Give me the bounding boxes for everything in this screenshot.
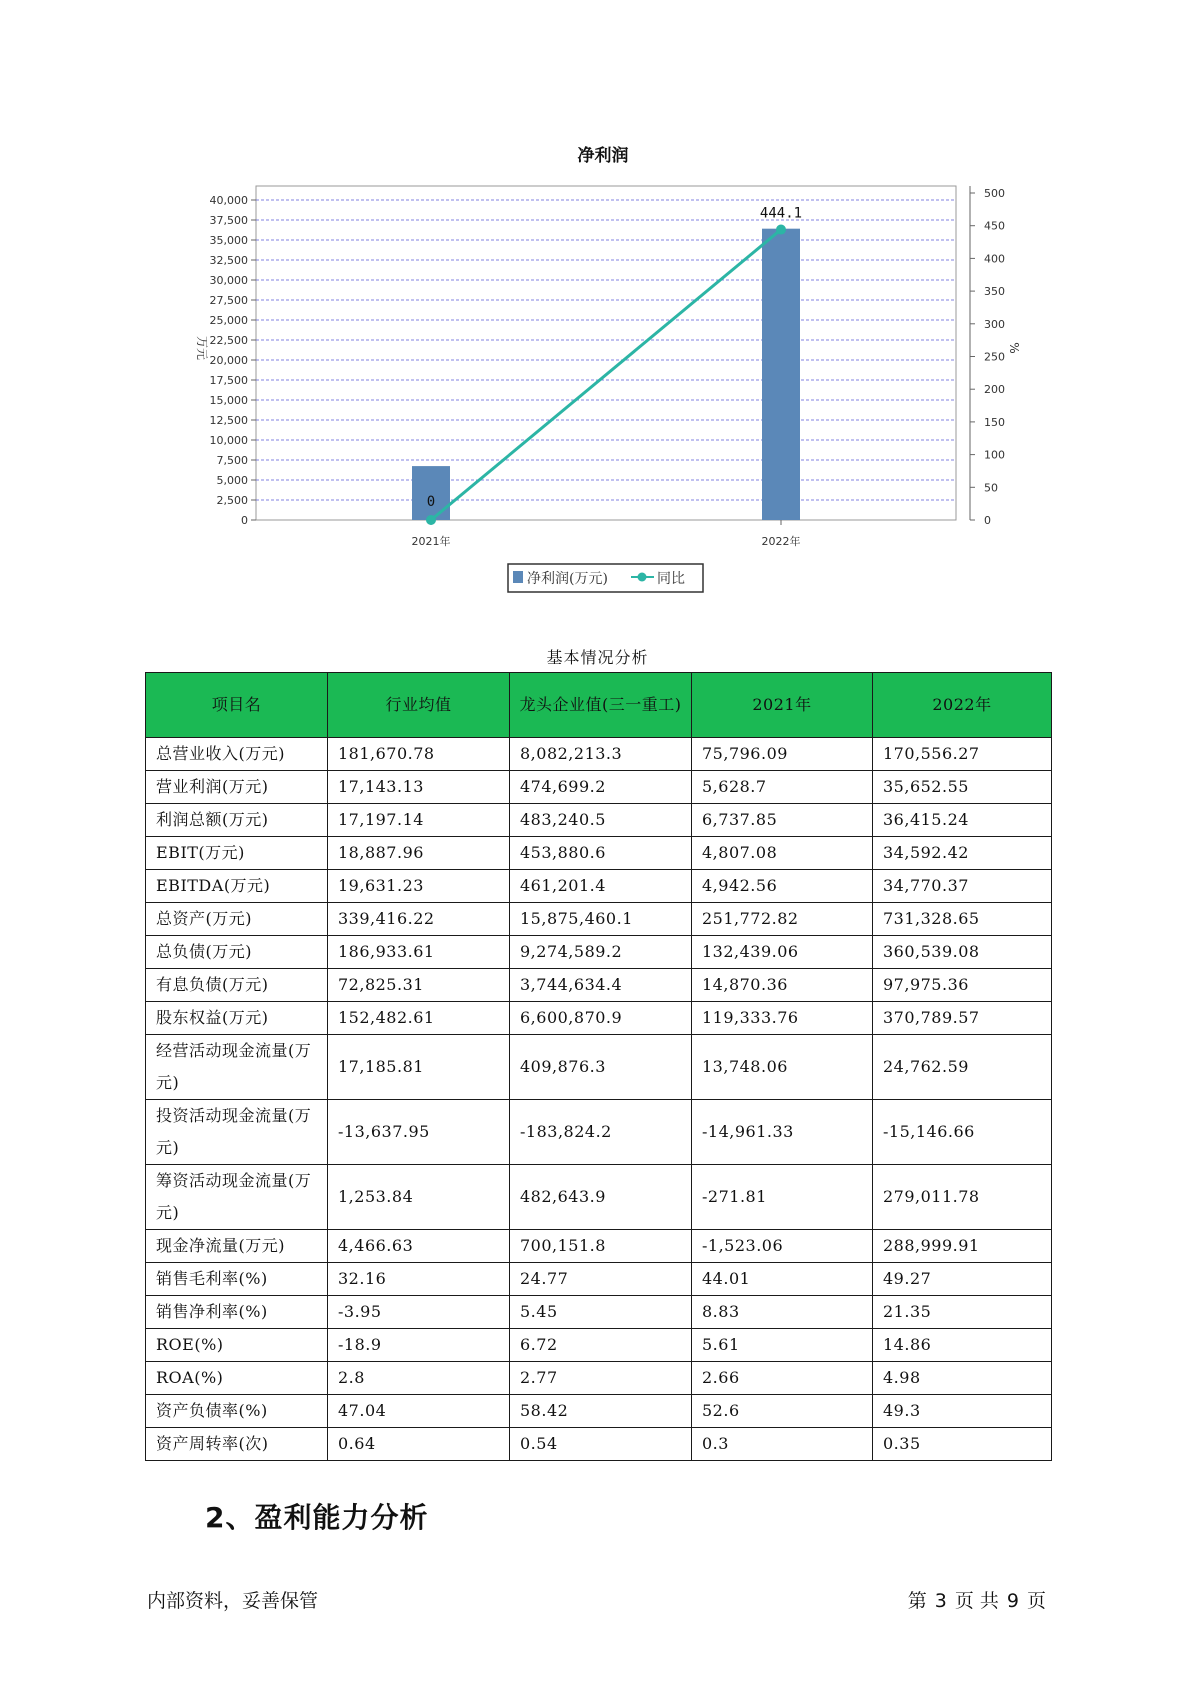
legend-line-label: 同比 [657,571,685,587]
header-industry-avg: 行业均值 [328,673,510,738]
value-cell: -18.9 [328,1329,510,1362]
value-cell: 6,737.85 [692,804,873,837]
row-label-cell: 现金净流量(万元) [146,1230,328,1263]
footer-confidential-note: 内部资料，妥善保管 [147,1590,319,1612]
table-row [146,1230,1052,1263]
value-cell: 8.83 [692,1296,873,1329]
row-label-cell: ROE(%) [146,1329,328,1362]
value-cell: 409,876.3 [510,1035,692,1100]
value-cell: 474,699.2 [510,771,692,804]
right-tick-label: 400 [984,252,1005,266]
left-axis-ticks [210,194,257,527]
left-tick-label: 2,500 [216,494,248,507]
table-row [146,936,1052,969]
left-tick-label: 15,000 [209,394,248,407]
value-cell: 9,274,589.2 [510,936,692,969]
value-cell: 49.27 [873,1263,1052,1296]
value-cell: 5,628.7 [692,771,873,804]
legend [508,564,703,592]
value-cell: 461,201.4 [510,870,692,903]
value-cell: 58.42 [510,1395,692,1428]
value-cell: 52.6 [692,1395,873,1428]
section-heading: 2、盈利能力分析 [205,1501,429,1534]
value-cell: 34,592.42 [873,837,1052,870]
table-body [146,738,1052,1461]
value-cell: 3,744,634.4 [510,969,692,1002]
value-cell: -14,961.33 [692,1100,873,1165]
right-tick-label: 150 [984,415,1005,429]
value-cell: 279,011.78 [873,1165,1052,1230]
value-cell: 700,151.8 [510,1230,692,1263]
table-row [146,1035,1052,1100]
value-cell: 49.3 [873,1395,1052,1428]
row-label-cell: 总负债(万元) [146,936,328,969]
right-tick-label: 250 [984,350,1005,364]
right-tick-label: 0 [984,514,991,527]
value-cell: 132,439.06 [692,936,873,969]
value-cell: 251,772.82 [692,903,873,936]
line-point [776,225,786,235]
left-tick-label: 40,000 [209,194,248,207]
left-tick-label: 37,500 [209,214,248,227]
value-cell: 6.72 [510,1329,692,1362]
value-cell: 453,880.6 [510,837,692,870]
value-cell: -13,637.95 [328,1100,510,1165]
value-cell: 35,652.55 [873,771,1052,804]
page-suffix: 页 [1026,1590,1046,1612]
row-label-cell: 经营活动现金流量(万元) [146,1035,328,1100]
right-tick-label: 50 [984,481,998,495]
left-tick-label: 32,500 [209,254,248,267]
header-2021: 2021年 [692,673,873,738]
value-cell: 24,762.59 [873,1035,1052,1100]
value-cell: -15,146.66 [873,1100,1052,1165]
table-row [146,837,1052,870]
left-tick-label: 25,000 [209,314,248,327]
value-cell: 4,466.63 [328,1230,510,1263]
right-tick-label: 450 [984,219,1005,233]
left-tick-label: 5,000 [216,474,248,487]
table-row [146,1362,1052,1395]
value-cell: 6,600,870.9 [510,1002,692,1035]
footer-page-number [904,1586,1050,1613]
value-cell: 0.64 [328,1428,510,1461]
value-cell: 1,253.84 [328,1165,510,1230]
left-tick-label: 22,500 [209,334,248,347]
value-cell: 482,643.9 [510,1165,692,1230]
page-total: 9 [1006,1590,1019,1612]
value-cell: 2.77 [510,1362,692,1395]
chart-title: 净利润 [577,146,629,166]
value-cell: -1,523.06 [692,1230,873,1263]
value-cell: 5.61 [692,1329,873,1362]
value-cell: 360,539.08 [873,936,1052,969]
bar [762,229,800,520]
value-cell: 21.35 [873,1296,1052,1329]
table-header-row [146,673,1052,738]
row-label-cell: 资产负债率(%) [146,1395,328,1428]
legend-line-marker [638,573,647,582]
row-label-cell: 有息负债(万元) [146,969,328,1002]
value-cell: 181,670.78 [328,738,510,771]
value-cell: 14.86 [873,1329,1052,1362]
value-cell: 170,556.27 [873,738,1052,771]
page-prefix: 第 [907,1590,927,1612]
left-tick-label: 20,000 [209,354,248,367]
value-cell: 47.04 [328,1395,510,1428]
right-tick-label: 300 [984,317,1005,331]
right-tick-label: 500 [984,187,1005,200]
right-axis-ticks [970,187,1005,527]
plot-area [256,186,956,520]
x-tick-label: 2022年 [761,535,801,548]
value-cell: 483,240.5 [510,804,692,837]
value-cell: 4,942.56 [692,870,873,903]
header-2022: 2022年 [873,673,1052,738]
row-label-cell: 总资产(万元) [146,903,328,936]
x-tick-label: 2021年 [411,535,451,548]
row-label-cell: 总营业收入(万元) [146,738,328,771]
left-tick-label: 17,500 [209,374,248,387]
row-label-cell: ROA(%) [146,1362,328,1395]
value-cell: 44.01 [692,1263,873,1296]
value-cell: 72,825.31 [328,969,510,1002]
row-label-cell: 销售毛利率(%) [146,1263,328,1296]
table-row [146,1296,1052,1329]
value-cell: 97,975.36 [873,969,1052,1002]
table-row [146,969,1052,1002]
table-row [146,1002,1052,1035]
left-tick-label: 30,000 [209,274,248,287]
row-label-cell: 利润总额(万元) [146,804,328,837]
table-row [146,1100,1052,1165]
value-cell: -183,824.2 [510,1100,692,1165]
data-label: 0 [426,494,436,510]
right-tick-label: 100 [984,448,1005,462]
value-cell: 152,482.61 [328,1002,510,1035]
table-row [146,804,1052,837]
table-row [146,771,1052,804]
value-cell: 119,333.76 [692,1002,873,1035]
value-cell: 17,197.14 [328,804,510,837]
value-cell: 0.3 [692,1428,873,1461]
left-tick-label: 7,500 [216,454,248,467]
page-current: 3 [934,1590,947,1612]
right-tick-label: 350 [984,285,1005,299]
right-tick-label: 200 [984,383,1005,397]
table-row [146,1263,1052,1296]
table-row [146,1395,1052,1428]
row-label-cell: 投资活动现金流量(万元) [146,1100,328,1165]
row-label-cell: EBITDA(万元) [146,870,328,903]
page-mid: 页 共 [954,1590,999,1612]
value-cell: 370,789.57 [873,1002,1052,1035]
table-row [146,1329,1052,1362]
value-cell: 34,770.37 [873,870,1052,903]
row-label-cell: 资产周转率(次) [146,1428,328,1461]
left-tick-label: 10,000 [209,434,248,447]
value-cell: 0.35 [873,1428,1052,1461]
data-label: 444.1 [759,205,803,222]
table-row [146,870,1052,903]
value-cell: 2.66 [692,1362,873,1395]
value-cell: 13,748.06 [692,1035,873,1100]
value-cell: 15,875,460.1 [510,903,692,936]
table-row [146,1428,1052,1461]
row-label-cell: EBIT(万元) [146,837,328,870]
value-cell: 288,999.91 [873,1230,1052,1263]
table-row [146,738,1052,771]
value-cell: 4,807.08 [692,837,873,870]
value-cell: 75,796.09 [692,738,873,771]
x-axis-ticks [412,520,801,548]
value-cell: 19,631.23 [328,870,510,903]
value-cell: 186,933.61 [328,936,510,969]
header-leader-value: 龙头企业值(三一重工) [510,673,692,738]
table-row [146,903,1052,936]
y-axis-right-label: % [1007,342,1021,354]
value-cell: 17,185.81 [328,1035,510,1100]
left-tick-label: 12,500 [209,414,248,427]
header-item-name: 项目名 [146,673,328,738]
row-label-cell: 筹资活动现金流量(万元) [146,1165,328,1230]
basic-analysis-table [145,672,1052,1461]
value-cell: 17,143.13 [328,771,510,804]
value-cell: -3.95 [328,1296,510,1329]
row-label-cell: 股东权益(万元) [146,1002,328,1035]
value-cell: 36,415.24 [873,804,1052,837]
value-cell: 339,416.22 [328,903,510,936]
legend-bar-swatch [513,571,523,583]
value-cell: 32.16 [328,1263,510,1296]
value-cell: 14,870.36 [692,969,873,1002]
value-cell: 5.45 [510,1296,692,1329]
row-label-cell: 销售净利率(%) [146,1296,328,1329]
value-cell: 4.98 [873,1362,1052,1395]
line-point [426,515,436,525]
value-cell: 18,887.96 [328,837,510,870]
left-tick-label: 27,500 [209,294,248,307]
left-tick-label: 0 [241,514,248,527]
left-tick-label: 35,000 [209,234,248,247]
row-label-cell: 营业利润(万元) [146,771,328,804]
value-cell: 24.77 [510,1263,692,1296]
table-caption: 基本情况分析 [546,648,649,667]
value-cell: 0.54 [510,1428,692,1461]
y-axis-label: 万元 [195,335,209,361]
value-cell: 731,328.65 [873,903,1052,936]
net-profit-chart [0,0,1191,600]
value-cell: 8,082,213.3 [510,738,692,771]
table-row [146,1165,1052,1230]
legend-bar-label: 净利润(万元) [527,571,608,587]
value-cell: -271.81 [692,1165,873,1230]
value-cell: 2.8 [328,1362,510,1395]
